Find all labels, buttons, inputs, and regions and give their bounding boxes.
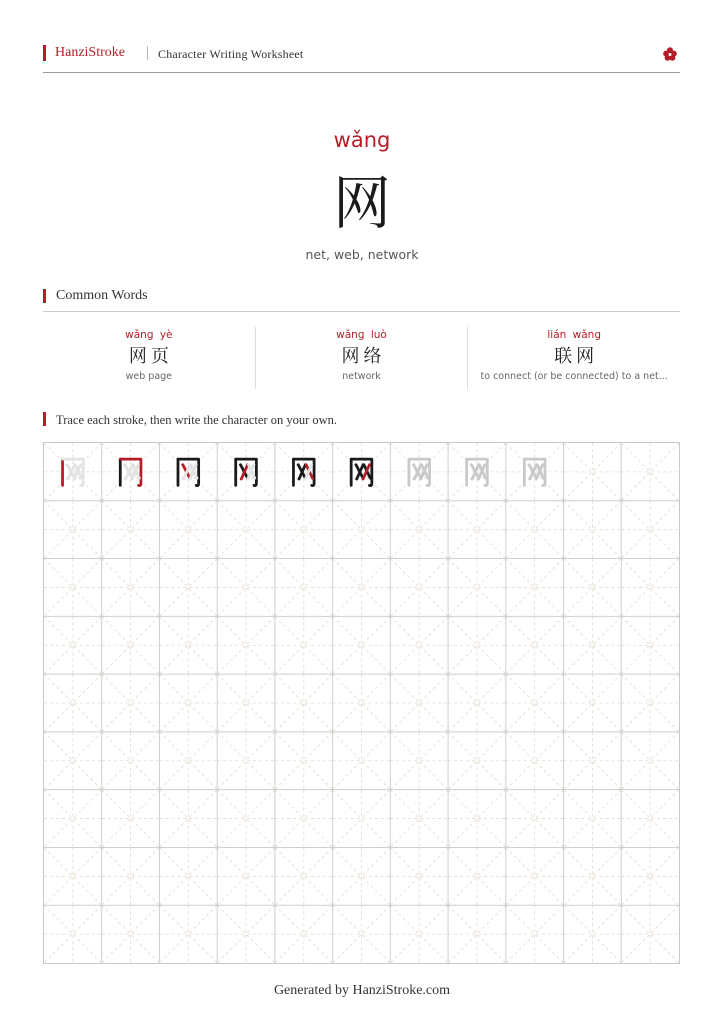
- common-words-rule: [43, 311, 680, 312]
- character-meaning: net, web, network: [305, 247, 419, 262]
- character-hanzi: 网: [332, 169, 391, 237]
- practice-instruction: Trace each stroke, then write the character on your own.: [56, 413, 338, 427]
- header-rule: [43, 72, 680, 73]
- word-pinyin: wǎng yè: [125, 329, 173, 341]
- word-item: [255, 327, 468, 389]
- header-accent-bar: [43, 45, 46, 61]
- word-pinyin: lián wǎng: [547, 329, 601, 341]
- word-hanzi: 网页: [128, 346, 173, 367]
- instruction-accent-bar: [43, 412, 46, 426]
- practice-grid-canvas: [44, 443, 679, 963]
- character-pinyin: wǎng: [333, 128, 391, 152]
- footer-credit: Generated by HanziStroke.com: [273, 983, 451, 998]
- flower-icon: [662, 46, 678, 62]
- worksheet-subtitle: Character Writing Worksheet: [158, 47, 304, 61]
- word-english: web page: [125, 371, 173, 382]
- header-separator: [147, 46, 148, 60]
- word-pinyin: wǎng luò: [336, 329, 387, 341]
- word-item: [43, 327, 255, 389]
- common-words-accent-bar: [43, 289, 46, 303]
- word-item: [467, 327, 680, 389]
- common-words-list: [43, 327, 680, 389]
- word-hanzi: 联网: [554, 346, 599, 367]
- word-english: to connect (or be connected) to a net...: [480, 371, 668, 382]
- word-hanzi: 网络: [341, 346, 386, 367]
- brand-name: HanziStroke: [55, 45, 125, 60]
- practice-grid: [43, 442, 680, 964]
- word-english: network: [342, 371, 381, 382]
- common-words-title: Common Words: [56, 288, 148, 303]
